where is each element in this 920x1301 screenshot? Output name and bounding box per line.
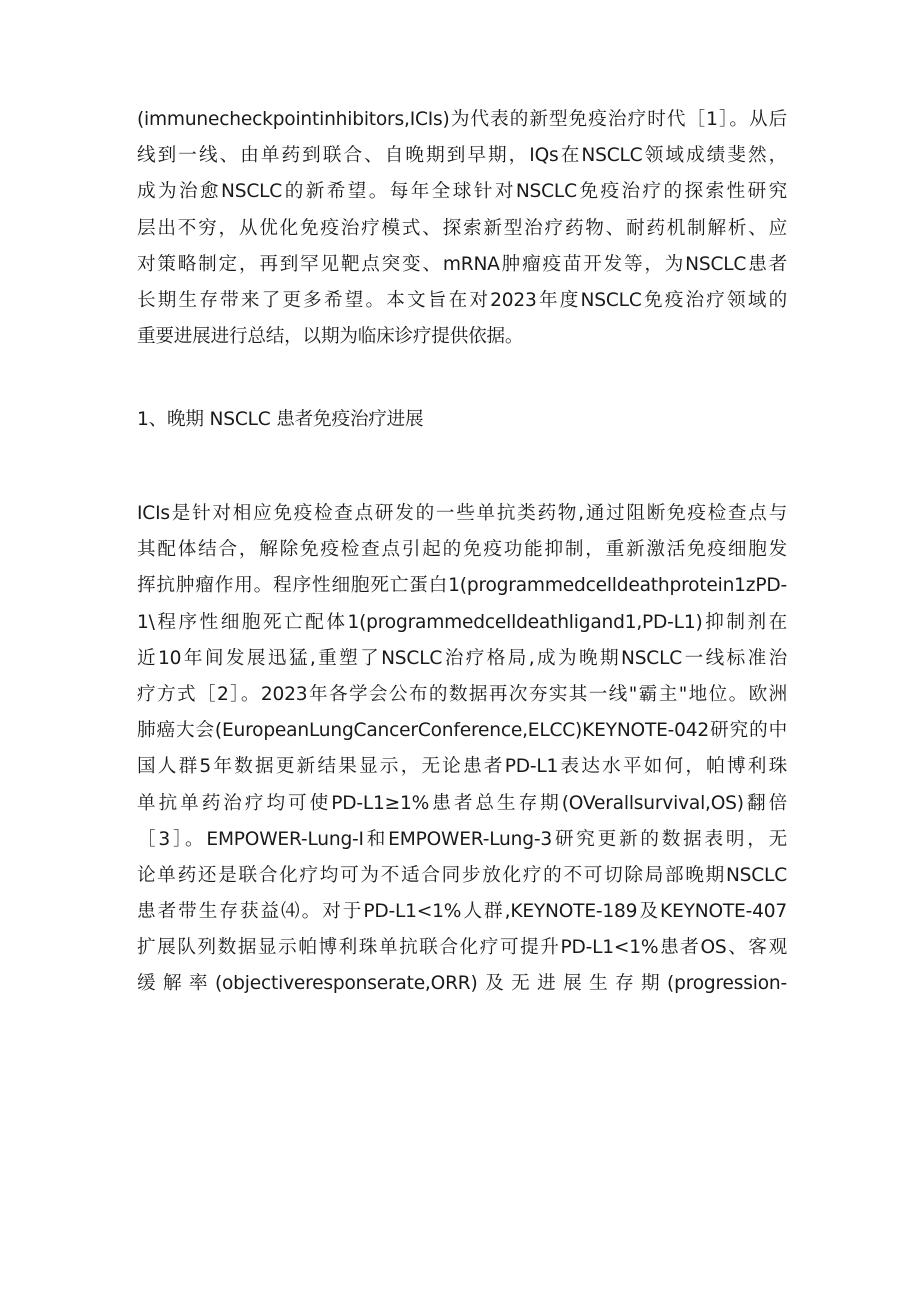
body-paragraph [137, 496, 787, 1003]
paragraph-line: 单抗单药治疗均可使PD-L1≥1%患者总生存期(OVerallsurvival,OS)翻倍 [137, 792, 787, 814]
paragraph-line: ICIs是针对相应免疫检查点研发的一些单抗类药物,通过阻断免疫检查点与 [137, 503, 787, 524]
paragraph-line: 线到一线、由单药到联合、自晚期到早期，IQs在NSCLC领域成绩斐然， [137, 145, 787, 167]
paragraph-line: 缓解率(objectiveresponserate,ORR)及无进展生存期(progression- [137, 973, 787, 995]
paragraph-line: 重要进展进行总结，以期为临床诊疗提供依据。 [137, 326, 524, 348]
paragraph-line: 疗方式［2］。2023年各学会公布的数据再次夯实其一线"霸主"地位。欧洲 [137, 683, 787, 705]
section-heading-text: 1、晚期 NSCLC 患者免疫治疗进展 [137, 409, 424, 430]
paragraph-line: 国人群5年数据更新结果显示，无论患者PD-L1表达水平如何，帕博利珠 [137, 756, 787, 778]
paragraph-line: 近10年间发展迅猛,重塑了NSCLC治疗格局,成为晚期NSCLC一线标准治 [137, 647, 787, 669]
paragraph-line: (immunecheckpointinhibitors,ICIs)为代表的新型免疫治疗时代［1］。从后 [137, 109, 787, 130]
section-heading [137, 402, 787, 438]
paragraph-line: 论单药还是联合化疗均可为不适合同步放化疗的不可切除局部晚期NSCLC [137, 864, 787, 886]
paragraph-line: 患者带生存获益⑷。对于PD-L1<1%人群,KEYNOTE-189及KEYNOTE-407 [137, 901, 787, 923]
paragraph-line: 挥抗肿瘤作用。程序性细胞死亡蛋白1(programmedcelldeathprotein1zPD- [137, 575, 787, 597]
intro-paragraph [137, 102, 787, 355]
paragraph-line: 其配体结合，解除免疫检查点引起的免疫功能抑制，重新激活免疫细胞发 [137, 539, 787, 561]
paragraph-line: 成为治愈NSCLC的新希望。每年全球针对NSCLC免疫治疗的探索性研究 [137, 181, 787, 203]
paragraph-line: ［3］。EMPOWER-Lung-I和EMPOWER-Lung-3研究更新的数据表明，无 [137, 828, 787, 850]
paragraph-line: 对策略制定，再到罕见靶点突变、mRNA肿瘤疫苗开发等，为NSCLC患者 [137, 253, 787, 275]
paragraph-line: 肺癌大会(EuropeanLungCancerConference,ELCC)KEYNOTE-042研究的中 [137, 720, 787, 742]
paragraph-line: 扩展队列数据显示帕博利珠单抗联合化疗可提升PD-L1<1%患者OS、客观 [137, 937, 787, 959]
paragraph-line: 层出不穷，从优化免疫治疗模式、探索新型治疗药物、耐药机制解析、应 [137, 217, 787, 239]
paragraph-line: 1\程序性细胞死亡配体1(programmedcelldeathligand1,PD-L1)抑制剂在 [137, 611, 787, 633]
paragraph-line: 长期生存带来了更多希望。本文旨在对2023年度NSCLC免疫治疗领域的 [137, 289, 787, 311]
